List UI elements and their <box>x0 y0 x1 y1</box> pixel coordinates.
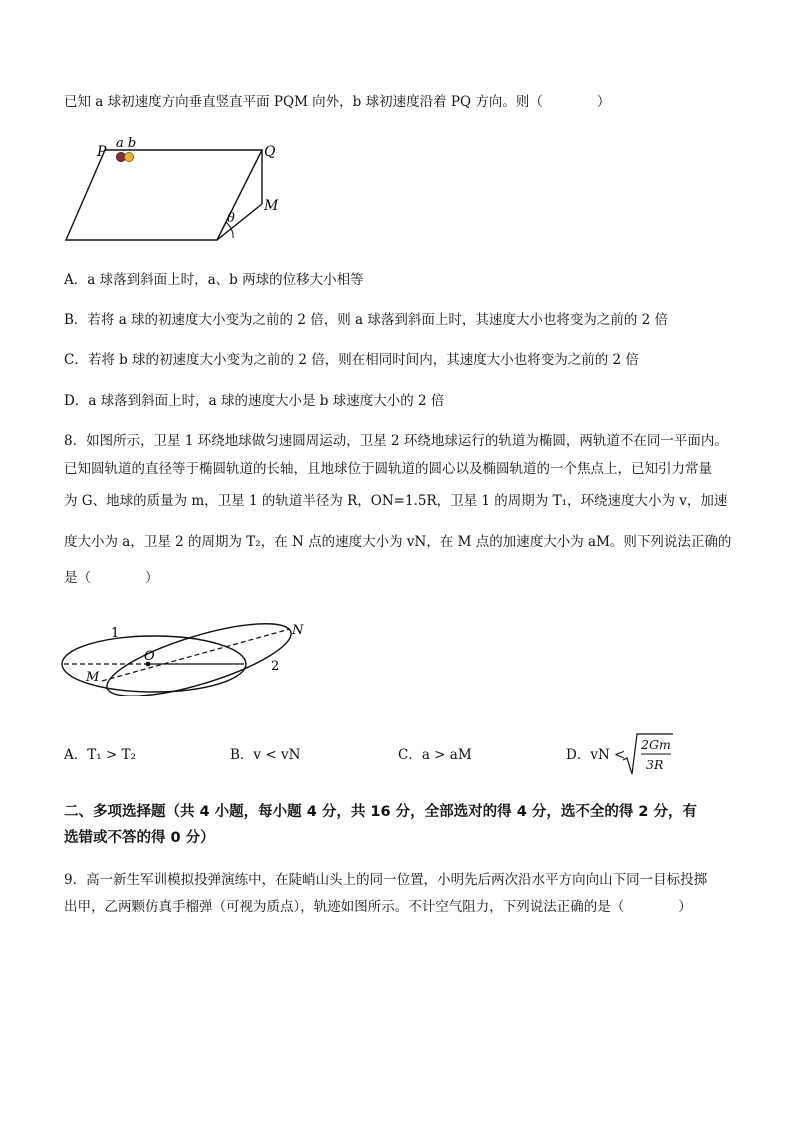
slope-base-edge <box>217 204 262 240</box>
section-2-heading-line-2: 选错或不答的得 0 分） <box>64 830 215 846</box>
ball-b <box>124 152 133 161</box>
orbit-2-label: 2 <box>271 659 280 674</box>
q8-line-3: 为 G、地球的质量为 m，卫星 1 的轨道半径为 R，ON=1.5R，卫星 1 的周期为 T₁，环绕速度大小为 v，加速 <box>64 493 728 509</box>
section-2-heading-line-1: 二、多项选择题（共 4 小题，每小题 4 分，共 16 分，全部选对的得 4 分，选不全的得 2 分，有 <box>64 804 698 820</box>
q8-line-2: 已知圆轨道的直径等于椭圆轨道的长轴，且地球位于圆轨道的圆心以及椭圆轨道的一个焦点上，已知引力常量 <box>64 461 712 477</box>
q7-stem: 已知 a 球初速度方向垂直竖直平面 PQM 向外，b 球初速度沿着 PQ 方向。则（ ） <box>64 94 611 110</box>
point-P-label: P <box>97 144 107 160</box>
q7-option-c: C．若将 b 球的初速度大小变为之前的 2 倍，则在相同时间内，其速度大小也将变为之前的 2 倍 <box>64 352 639 368</box>
point-N-label: N <box>292 623 304 638</box>
point-M-label: M <box>86 670 100 685</box>
q8-option-d-denominator: 3R <box>646 757 664 772</box>
q7-slope-figure <box>60 136 290 248</box>
orbit-1-label: 1 <box>111 626 120 641</box>
q8-option-d-prefix: D．vN < <box>566 747 626 763</box>
q7-option-d: D．a 球落到斜面上时，a 球的速度大小是 b 球速度大小的 2 倍 <box>64 393 445 409</box>
point-O-label: O <box>144 649 155 664</box>
q8-line-4: 度大小为 a，卫星 2 的周期为 T₂，在 N 点的速度大小为 vN，在 M 点的加速度大小为 aM。则下列说法正确的 <box>64 534 732 550</box>
q7-option-b: B．若将 a 球的初速度大小变为之前的 2 倍，则 a 球落到斜面上时，其速度大小也将变为之前的 2 倍 <box>64 312 669 328</box>
q8-option-a: A．T₁ > T₂ <box>64 747 136 763</box>
q8-option-b: B．v < vN <box>230 747 301 763</box>
orbit-2-ellipse <box>100 618 298 696</box>
q8-line-1: 8．如图所示，卫星 1 环绕地球做匀速圆周运动，卫星 2 环绕地球运行的轨道为椭圆，两轨道不在同一平面内。 <box>64 433 728 449</box>
q9-line-2: 出甲，乙两颗仿真手榴弹（可视为质点），轨迹如图所示。不计空气阻力，下列说法正确的是（ ） <box>64 899 692 915</box>
ball-ab-label: a b <box>116 136 137 151</box>
point-M-label: M <box>264 198 279 214</box>
q8-orbit-figure <box>58 618 318 696</box>
q9-line-1: 9．高一新生军训模拟投弹演练中，在陡峭山头上的同一位置，小明先后两次沿水平方向向山下同一目标投掷 <box>64 872 708 888</box>
q7-option-a: A．a 球落到斜面上时，a、b 两球的位移大小相等 <box>64 272 364 288</box>
q8-line-5: 是（ ） <box>64 570 159 586</box>
point-Q-label: Q <box>264 144 276 160</box>
slope-face <box>66 150 262 240</box>
q8-option-d-numerator: 2Gm <box>641 737 671 752</box>
q8-option-c: C．a > aM <box>398 747 472 763</box>
theta-label: θ <box>227 211 235 226</box>
